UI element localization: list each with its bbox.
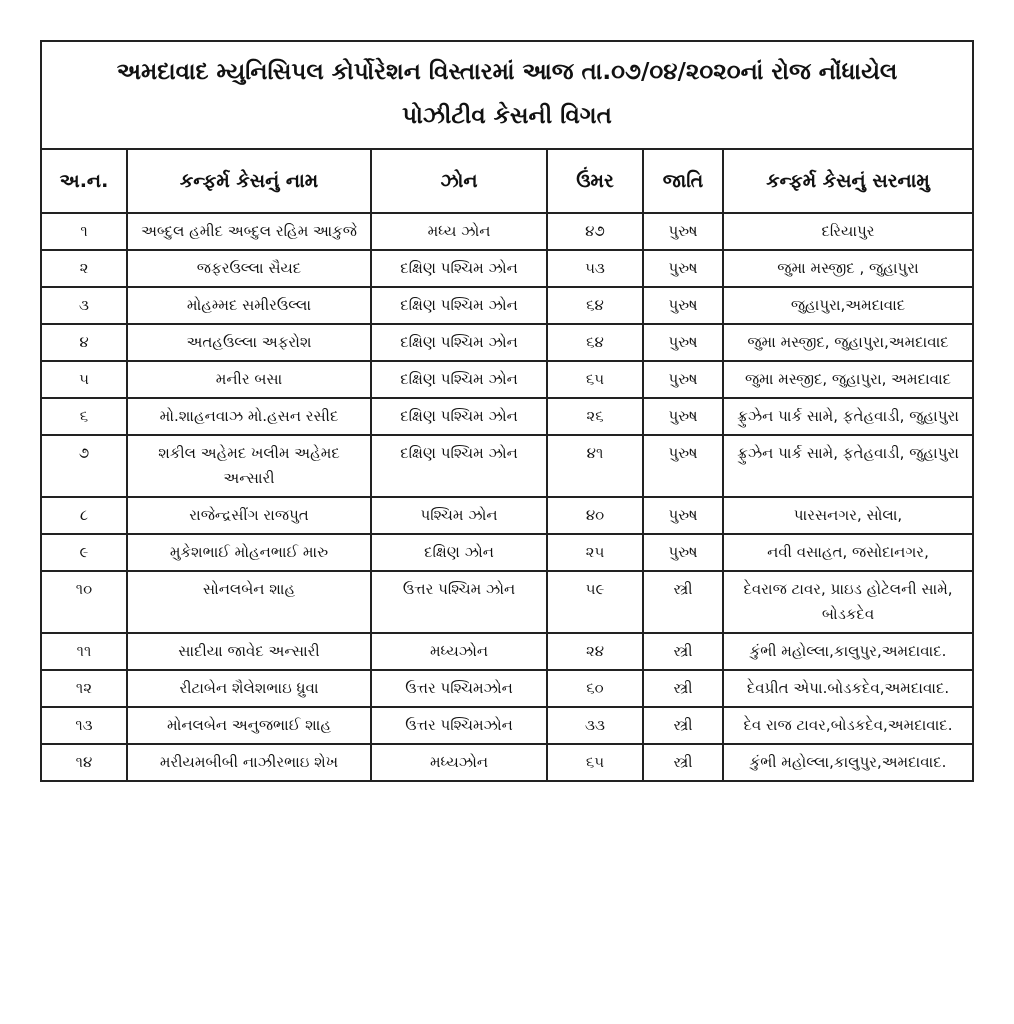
header-serial-no: અ.ન.: [42, 150, 127, 213]
cell-zone: ઉત્તર પશ્ચિમઝોન: [371, 670, 547, 707]
cell-gender: પુરુષ: [643, 497, 723, 534]
cell-zone: દક્ષિણ ઝોન: [371, 534, 547, 571]
table-row: [42, 361, 972, 398]
header-name: કન્ફર્મ કેસનું નામ: [127, 150, 371, 213]
cell-serial-no: ૧૨: [42, 670, 127, 707]
cell-gender: સ્ત્રી: [643, 744, 723, 780]
cell-address: જુમા મસ્જીદ, જુહાપુરા, અમદાવાદ: [723, 361, 972, 398]
cell-serial-no: ૫: [42, 361, 127, 398]
case-table: [42, 150, 972, 780]
table-row: [42, 571, 972, 633]
cell-age: ૩૩: [547, 707, 643, 744]
table-row: [42, 213, 972, 250]
header-zone: ઝોન: [371, 150, 547, 213]
cell-name: મો.શાહનવાઝ મો.હસન રસીદ: [127, 398, 371, 435]
table-row: [42, 435, 972, 497]
cell-zone: મધ્યઝોન: [371, 744, 547, 780]
cell-name: સોનલબેન શાહ: [127, 571, 371, 633]
cell-address: દરિયાપુર: [723, 213, 972, 250]
cell-serial-no: ૧: [42, 213, 127, 250]
cell-address: પારસનગર, સોલા,: [723, 497, 972, 534]
cell-serial-no: ૧૧: [42, 633, 127, 670]
table-row: [42, 250, 972, 287]
header-age: ઉંમર: [547, 150, 643, 213]
cell-gender: પુરુષ: [643, 213, 723, 250]
cell-address: દેવપ્રીત એપા.બોડકદેવ,અમદાવાદ.: [723, 670, 972, 707]
cell-age: ૨૪: [547, 633, 643, 670]
table-row: [42, 534, 972, 571]
cell-age: ૬૪: [547, 287, 643, 324]
cell-address: જુમા મસ્જીદ, જુહાપુરા,અમદાવાદ: [723, 324, 972, 361]
table-row: [42, 398, 972, 435]
cell-name: જફરઉલ્લા સૈયદ: [127, 250, 371, 287]
cell-serial-no: ૧૪: [42, 744, 127, 780]
cell-gender: પુરુષ: [643, 361, 723, 398]
cell-gender: પુરુષ: [643, 435, 723, 497]
cell-serial-no: ૧૦: [42, 571, 127, 633]
cell-name: શકીલ અહેમદ ખલીમ અહેમદ અન્સારી: [127, 435, 371, 497]
cell-address: કુંભી મહોલ્લા,કાલુપુર,અમદાવાદ.: [723, 744, 972, 780]
cell-zone: દક્ષિણ પશ્ચિમ ઝોન: [371, 324, 547, 361]
cell-zone: પશ્ચિમ ઝોન: [371, 497, 547, 534]
header-address: કન્ફર્મ કેસનું સરનામુ: [723, 150, 972, 213]
cell-name: સાદીયા જાવેદ અન્સારી: [127, 633, 371, 670]
table-row: [42, 497, 972, 534]
page-title: અમદાવાદ મ્યુનિસિપલ કોર્પોરેશન વિસ્તારમાં આજ તા.૦૭/૦૪/૨૦૨૦નાં રોજ નોંધાયેલ: [116, 59, 898, 85]
cell-age: ૪૧: [547, 435, 643, 497]
cell-serial-no: ૪: [42, 324, 127, 361]
cell-name: મોહમ્મદ સમીરઉલ્લા: [127, 287, 371, 324]
cell-age: ૬૪: [547, 324, 643, 361]
cell-zone: મધ્યઝોન: [371, 633, 547, 670]
cell-gender: પુરુષ: [643, 250, 723, 287]
page-subtitle: પોઝીટીવ કેસની વિગત: [402, 103, 612, 129]
cell-zone: દક્ષિણ પશ્ચિમ ઝોન: [371, 398, 547, 435]
cell-zone: દક્ષિણ પશ્ચિમ ઝોન: [371, 250, 547, 287]
table-row: [42, 670, 972, 707]
cell-age: ૬૦: [547, 670, 643, 707]
case-list-sheet: [40, 40, 974, 782]
cell-zone: ઉત્તર પશ્ચિમ ઝોન: [371, 571, 547, 633]
cell-gender: પુરુષ: [643, 534, 723, 571]
cell-age: ૬૫: [547, 361, 643, 398]
cell-serial-no: ૬: [42, 398, 127, 435]
cell-gender: સ્ત્રી: [643, 633, 723, 670]
cell-zone: મધ્ય ઝોન: [371, 213, 547, 250]
table-row: [42, 707, 972, 744]
table-row: [42, 744, 972, 780]
table-row: [42, 633, 972, 670]
cell-age: ૪૦: [547, 497, 643, 534]
cell-age: ૨૫: [547, 534, 643, 571]
header-gender: જાતિ: [643, 150, 723, 213]
cell-gender: સ્ત્રી: [643, 670, 723, 707]
cell-address: દેવ રાજ ટાવર,બોડકદેવ,અમદાવાદ.: [723, 707, 972, 744]
cell-name: અતહઉલ્લા અફરોશ: [127, 324, 371, 361]
cell-gender: પુરુષ: [643, 287, 723, 324]
cell-name: મનીર બસા: [127, 361, 371, 398]
cell-zone: દક્ષિણ પશ્ચિમ ઝોન: [371, 435, 547, 497]
cell-address: ફ્રુઝેન પાર્ક સામે, ફતેહવાડી, જુહાપુરા: [723, 435, 972, 497]
cell-address: જુહાપુરા,અમદાવાદ: [723, 287, 972, 324]
cell-zone: દક્ષિણ પશ્ચિમ ઝોન: [371, 361, 547, 398]
cell-serial-no: ૧૩: [42, 707, 127, 744]
cell-age: ૨૬: [547, 398, 643, 435]
cell-gender: સ્ત્રી: [643, 571, 723, 633]
cell-gender: સ્ત્રી: [643, 707, 723, 744]
cell-age: ૫૯: [547, 571, 643, 633]
cell-name: રીટાબેન શૈલેશભાઇ ધ્રુવા: [127, 670, 371, 707]
cell-name: મરીયમબીબી નાઝીરભાઇ શેખ: [127, 744, 371, 780]
cell-name: અબ્દુલ હમીદ અબ્દુલ રહિમ આકુજે: [127, 213, 371, 250]
title-block: [42, 42, 972, 150]
cell-name: મુકેશભાઈ મોહનભાઈ મારુ: [127, 534, 371, 571]
cell-serial-no: ૨: [42, 250, 127, 287]
cell-zone: ઉત્તર પશ્ચિમઝોન: [371, 707, 547, 744]
cell-age: ૪૭: [547, 213, 643, 250]
cell-serial-no: ૩: [42, 287, 127, 324]
cell-serial-no: ૮: [42, 497, 127, 534]
table-row: [42, 287, 972, 324]
cell-address: કુંભી મહોલ્લા,કાલુપુર,અમદાવાદ.: [723, 633, 972, 670]
table-row: [42, 324, 972, 361]
cell-serial-no: ૯: [42, 534, 127, 571]
cell-name: મોનલબેન અનુજભાઈ શાહ: [127, 707, 371, 744]
cell-address: ફ્રુઝેન પાર્ક સામે, ફતેહવાડી, જુહાપુરા: [723, 398, 972, 435]
cell-name: રાજેન્દ્રસીંગ રાજપુત: [127, 497, 371, 534]
cell-age: ૬૫: [547, 744, 643, 780]
table-header-row: [42, 150, 972, 213]
cell-address: નવી વસાહત, જસોદાનગર,: [723, 534, 972, 571]
cell-gender: પુરુષ: [643, 398, 723, 435]
cell-address: દેવરાજ ટાવર, પ્રાઇડ હોટેલની સામે, બોડકદેવ: [723, 571, 972, 633]
cell-address: જુમા મસ્જીદ , જુહાપુરા: [723, 250, 972, 287]
cell-serial-no: ૭: [42, 435, 127, 497]
cell-zone: દક્ષિણ પશ્ચિમ ઝોન: [371, 287, 547, 324]
cell-age: ૫૩: [547, 250, 643, 287]
cell-gender: પુરુષ: [643, 324, 723, 361]
